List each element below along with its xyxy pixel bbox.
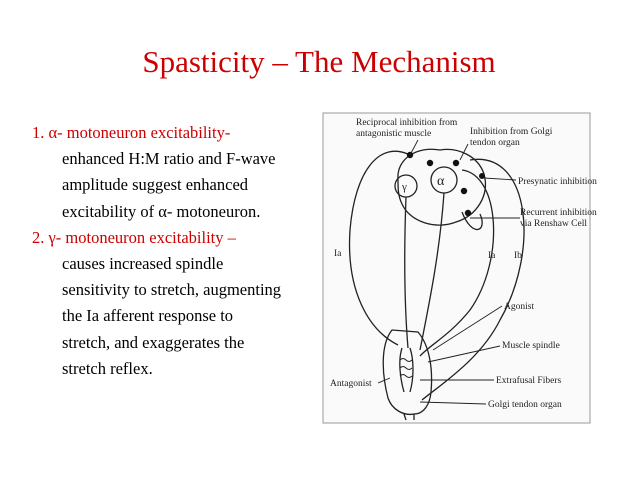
label-golgi-inhibition: Inhibition from Golgi (470, 127, 553, 137)
label-reciprocal: antagonistic muscle (356, 129, 432, 139)
point-2-line: the Ia afferent response to (62, 306, 234, 326)
label-recurrent: Recurrent inhibition (520, 208, 597, 218)
point-1-line: amplitude suggest enhanced (62, 175, 249, 195)
gamma-label: γ (402, 181, 407, 193)
label-recurrent: via Renshaw Cell (520, 219, 588, 229)
point-1-line: excitability of α- motoneuron. (62, 201, 261, 221)
point-2-line: stretch, and exaggerates the (62, 332, 245, 352)
point-1-line: enhanced H:M ratio and F-wave (62, 149, 276, 169)
slide-title: Spasticity – The Mechanism (142, 44, 496, 79)
synapse-dot (465, 210, 471, 216)
label-presynaptic: Presynatic inhibition (518, 177, 597, 187)
point-2-heading: 2. γ- motoneuron excitability – (32, 227, 236, 247)
label-ia-left: Ia (334, 249, 342, 259)
point-1-heading: 1. α- motoneuron excitability- (32, 123, 231, 142)
label-golgi-inhibition: tendon organ (470, 138, 520, 148)
synapse-dot (427, 160, 433, 166)
alpha-label: α (437, 174, 445, 189)
point-2-line: causes increased spindle (62, 254, 224, 274)
label-ia-right: Ia (488, 251, 496, 261)
label-reciprocal: Reciprocal inhibition from (356, 118, 458, 128)
point-2-line: sensitivity to stretch, augmenting (62, 280, 282, 300)
point-2-line: stretch reflex. (62, 358, 153, 378)
label-ib: Ib (514, 251, 522, 261)
synapse-dot (453, 160, 459, 166)
label-agonist: Agonist (504, 302, 535, 312)
label-muscle-spindle: Muscle spindle (502, 341, 560, 351)
label-antagonist: Antagonist (330, 379, 372, 389)
label-extrafusal: Extrafusal Fibers (496, 376, 562, 386)
label-golgi-organ: Golgi tendon organ (488, 400, 562, 410)
synapse-dot (461, 188, 467, 194)
